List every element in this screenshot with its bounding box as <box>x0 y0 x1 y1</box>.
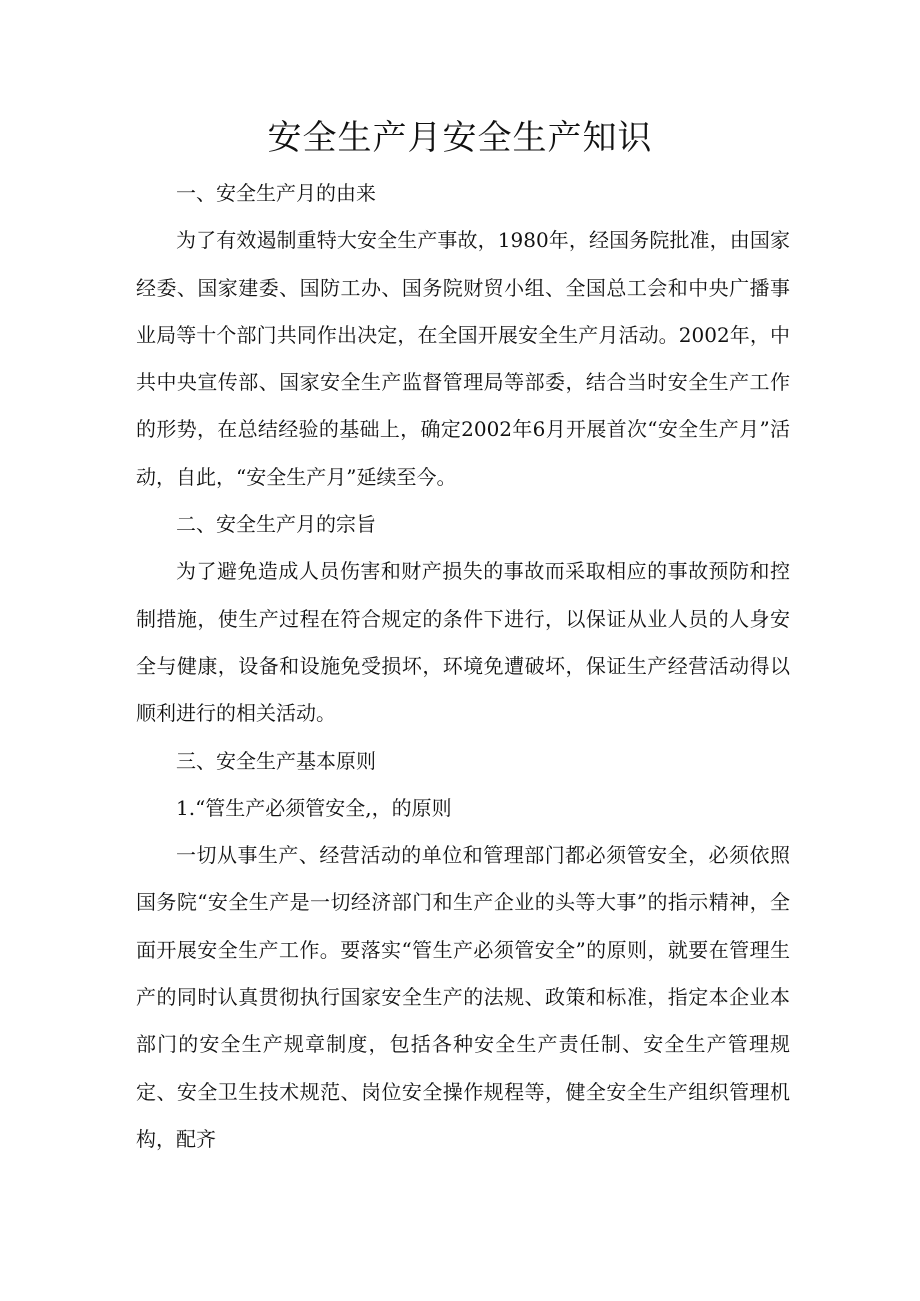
paragraph-origin: 为了有效遏制重特大安全生产事故，1980年，经国务院批准，由国家经委、国家建委、国防工办、国务院财贸小组、全国总工会和中央广播事业局等十个部门共同作出决定，在全国开展安全生产月活动。2002年，中共中央宣传部、国家安全生产监督管理局等部委，结合当时安全生产工作的形势，在总结经验的基础上，确定2002年6月开展首次“安全生产月”活动，自此，“安全生产月”延续至今。 <box>136 228 790 489</box>
paragraph-principle-1: 一切从事生产、经营活动的单位和管理部门都必须管安全，必须依照国务院“安全生产是一切经济部门和生产企业的头等大事”的指示精神，全面开展安全生产工作。要落实“管生产必须管安全”的原则，就要在管理生产的同时认真贯彻执行国家安全生产的法规、政策和标准，指定本企业本部门的安全生产规章制度，包括各种安全生产责任制、安全生产管理规定、安全卫生技术规范、岗位安全操作规程等，健全安全生产组织管理机构，配齐 <box>136 843 790 1151</box>
section-heading-purpose: 二、安全生产月的宗旨 <box>176 512 376 537</box>
document-body <box>136 170 790 1163</box>
section-heading-origin: 一、安全生产月的由来 <box>176 181 376 205</box>
document-title: 安全生产月安全生产知识 <box>267 118 653 158</box>
paragraph-purpose: 为了避免造成人员伤害和财产损失的事故而采取相应的事故预防和控制措施，使生产过程在符合规定的条件下进行，以保证从业人员的人身安全与健康，设备和设施免受损坏，环境免遭破坏，保证生产经营活动得以顺利进行的相关活动。 <box>136 559 790 726</box>
section-heading-principles: 三、安全生产基本原则 <box>176 748 376 773</box>
subheading-principle-1: 1.“管生产必须管安全,，的原则 <box>176 795 452 820</box>
